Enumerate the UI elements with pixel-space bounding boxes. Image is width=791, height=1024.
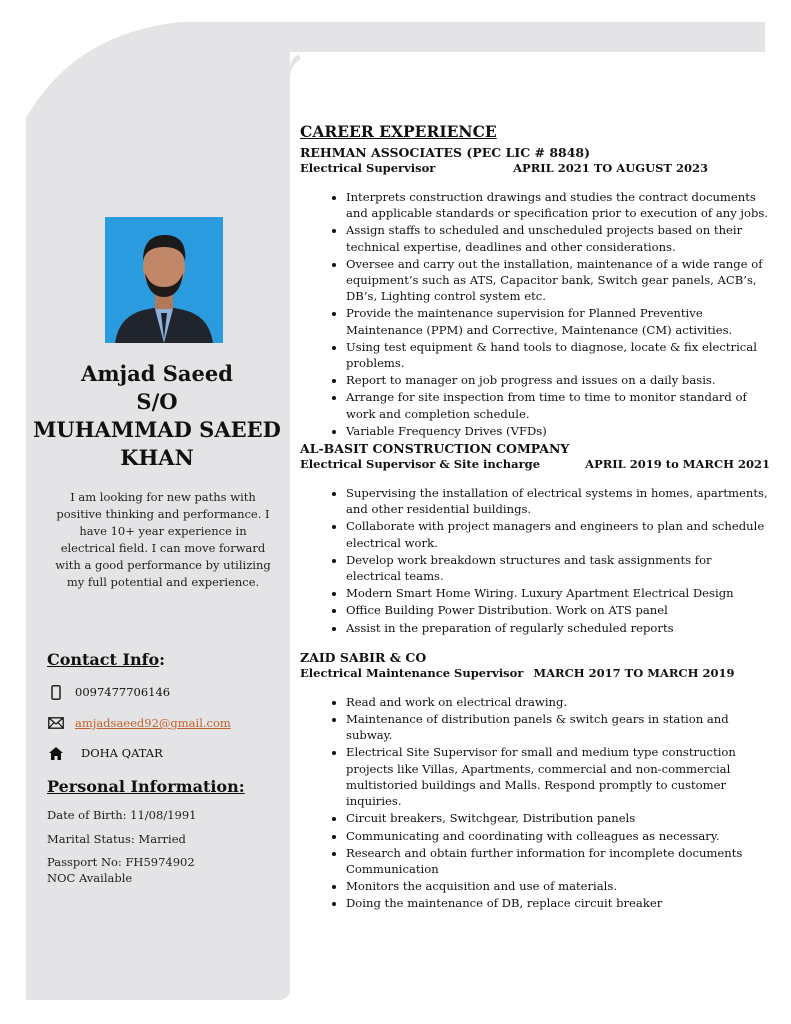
personal-marital: Marital Status: Married xyxy=(47,832,186,846)
duty-list xyxy=(300,694,770,912)
duty-item: • Develop work breakdown structures and task assignments for electrical teams. xyxy=(346,552,770,584)
father-name-line1: MUHAMMAD SAEED xyxy=(33,417,281,442)
name-block xyxy=(26,360,288,472)
duty-item: • Maintenance of distribution panels & switch gears in station and subway. xyxy=(346,711,770,743)
profile-photo xyxy=(105,217,223,343)
duty-item: • Read and work on electrical drawing. xyxy=(346,694,770,710)
contact-phone-row xyxy=(47,684,170,700)
duty-item: • Provide the maintenance supervision for Planned Preventive Maintenance (PPM) and Corrective, Maintenance (CM) activities. xyxy=(346,305,770,337)
duty-item: • Assign staffs to scheduled and unscheduled projects based on their technical expertise, deadlines and other considerations. xyxy=(346,222,770,254)
job-role: Electrical Supervisor xyxy=(300,161,436,175)
personal-noc: NOC Available xyxy=(47,871,133,885)
duty-item: • Communicating and coordinating with colleagues as necessary. xyxy=(346,828,770,844)
father-name-line2: KHAN xyxy=(120,445,194,470)
career-heading: CAREER EXPERIENCE xyxy=(300,122,497,141)
company-name: ZAID SABIR & CO xyxy=(300,649,427,665)
duty-item: • Collaborate with project managers and engineers to plan and schedule electrical work. xyxy=(346,518,770,550)
duty-item: • Oversee and carry out the installation, maintenance of a wide range of equipment’s such as ATS, Capacitor bank, Switch gear panels, ACB’s, DB’s, Lighting control system etc. xyxy=(346,256,770,305)
duty-item: • Circuit breakers, Switchgear, Distribution panels xyxy=(346,810,770,826)
career-experience-section xyxy=(300,122,770,914)
job-dates: APRIL 2019 to MARCH 2021 xyxy=(585,457,770,472)
duty-item: • Monitors the acquisition and use of materials. xyxy=(346,878,770,894)
role-row xyxy=(300,457,770,472)
candidate-name: Amjad Saeed xyxy=(81,361,233,386)
duty-item: • Using test equipment & hand tools to diagnose, locate & fix electrical problems. xyxy=(346,339,770,371)
job-dates: MARCH 2017 TO MARCH 2019 xyxy=(533,665,735,680)
job-al-basit xyxy=(300,441,770,636)
duty-item: • Assist in the preparation of regularly scheduled reports xyxy=(346,620,770,636)
job-role: Electrical Maintenance Supervisor xyxy=(300,665,524,680)
company-name: REHMAN ASSOCIATES (PEC LIC # 8848) xyxy=(300,145,591,160)
personal-passport: Passport No: FH5974902 xyxy=(47,855,195,869)
job-zaid-sabir xyxy=(300,650,770,912)
personal-heading: Personal Information: xyxy=(47,777,245,796)
duty-item: • Supervising the installation of electrical systems in homes, apartments, and other residential buildings. xyxy=(346,485,770,517)
role-row xyxy=(300,161,770,176)
home-icon xyxy=(47,745,65,761)
mail-icon xyxy=(47,715,65,731)
duty-item: • Research and obtain further information for incomplete documents Communication xyxy=(346,845,770,877)
contact-heading-text: Contact Info xyxy=(47,650,160,669)
contact-location: DOHA QATAR xyxy=(81,746,163,760)
duty-item: • Modern Smart Home Wiring. Luxury Apartment Electrical Design xyxy=(346,585,770,601)
duty-list xyxy=(300,485,770,636)
contact-email-row xyxy=(47,715,231,731)
role-row xyxy=(300,666,770,681)
job-rehman xyxy=(300,145,770,439)
top-banner-shape xyxy=(290,22,765,52)
duty-list xyxy=(300,189,770,439)
duty-item: • Variable Frequency Drives (VFDs) xyxy=(346,423,770,439)
duty-item: • Doing the maintenance of DB, replace circuit breaker xyxy=(346,895,770,911)
job-dates: APRIL 2021 TO AUGUST 2023 xyxy=(513,161,708,175)
duty-item: • Report to manager on job progress and issues on a daily basis. xyxy=(346,372,770,388)
contact-phone: 0097477706146 xyxy=(75,685,171,699)
contact-heading-colon: : xyxy=(159,650,166,669)
relation-label: S/O xyxy=(136,389,178,414)
personal-dob: Date of Birth: 11/08/1991 xyxy=(47,808,197,822)
duty-item: • Arrange for site inspection from time to time to monitor standard of work and completion schedule. xyxy=(346,389,770,421)
contact-email-link[interactable]: amjadsaeed92@gmail.com xyxy=(75,716,231,730)
duty-item: • Office Building Power Distribution. Work on ATS panel xyxy=(346,602,770,618)
phone-icon xyxy=(47,684,65,700)
job-role: Electrical Supervisor & Site incharge xyxy=(300,457,541,472)
profile-summary: I am looking for new paths with positive thinking and performance. I have 10+ year experience in electrical field. I can move forward with a good performance by utilizing my full potential and experience. xyxy=(55,490,271,589)
duty-item: • Interprets construction drawings and studies the contract documents and applicable standards or specification prior to execution of any jobs. xyxy=(346,189,770,221)
contact-heading xyxy=(47,650,165,669)
duty-item: • Electrical Site Supervisor for small and medium type construction projects like Villas, Apartments, commercial and non-commercial multistoried buildings and Malls. Respond promptly to customer inquiries. xyxy=(346,744,770,809)
contact-location-row xyxy=(47,745,163,761)
company-name: AL-BASIT CONSTRUCTION COMPANY xyxy=(300,441,570,457)
